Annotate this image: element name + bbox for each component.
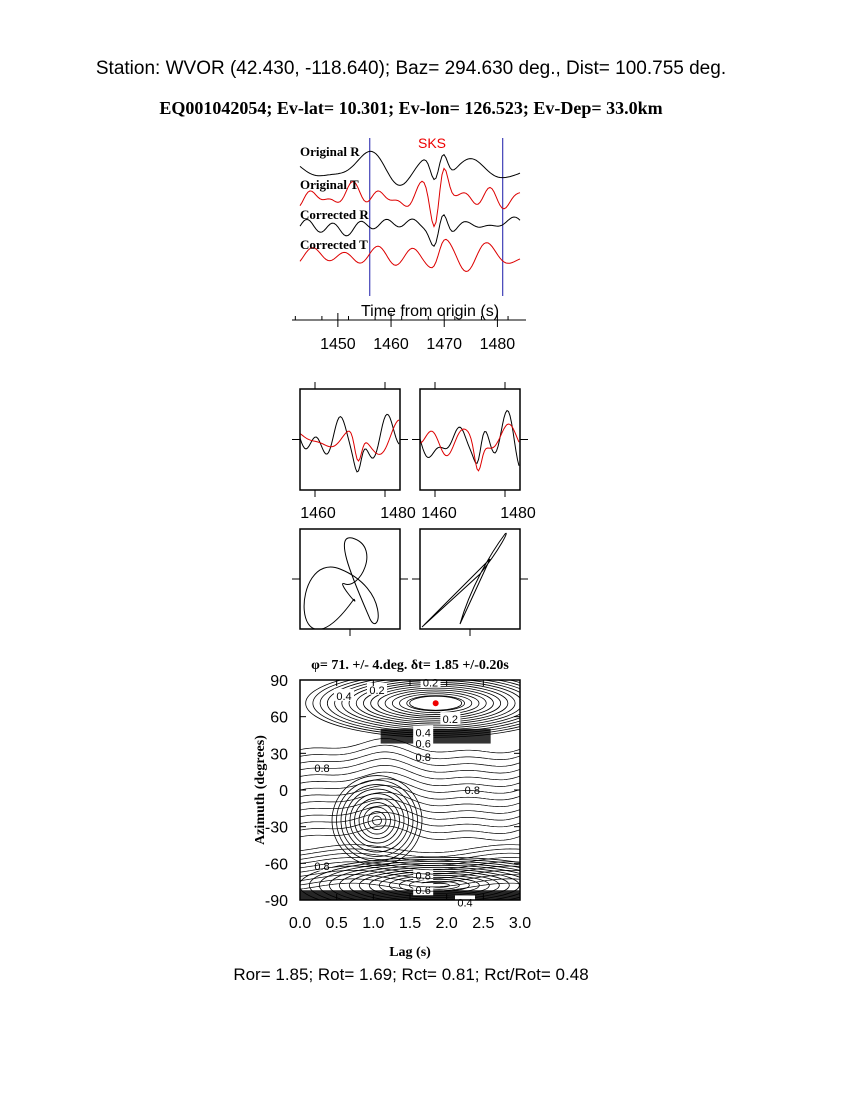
- contour-central: [364, 807, 391, 834]
- waveform-tick-label: 1460: [421, 505, 457, 522]
- contour-line: [300, 759, 520, 774]
- contour-central: [355, 798, 400, 843]
- waveform-original-t: [300, 420, 399, 461]
- contour-label: 0.8: [415, 870, 431, 883]
- waveform-tick-label: 1480: [500, 505, 536, 522]
- contour-line: [300, 745, 520, 759]
- particle-panel-original: [300, 529, 400, 629]
- azimuth-axis-label: Azimuth (degrees): [253, 735, 268, 845]
- contour-label: 0.8: [415, 752, 431, 764]
- lag-tick-label: 0.0: [288, 915, 312, 932]
- azimuth-tick-label: -60: [264, 856, 288, 874]
- contour-lower: [319, 861, 559, 909]
- trace-label-1: Original T: [300, 177, 359, 192]
- contour-label: 0.2: [442, 714, 458, 727]
- time-tick-label: 1450: [320, 336, 356, 353]
- splitting-summary: Ror= 1.85; Rot= 1.69; Rct= 0.81; Rct/Rot= 0.48: [233, 965, 589, 984]
- azimuth-tick-label: 90: [270, 673, 288, 690]
- contour-label: 0.8: [314, 860, 330, 873]
- time-tick-label: 1470: [426, 336, 463, 353]
- azimuth-tick-label: -90: [264, 893, 288, 910]
- azimuth-tick-label: 30: [270, 746, 288, 764]
- contour-label: 0.8: [464, 785, 480, 797]
- azimuth-tick-label: 60: [270, 709, 288, 727]
- time-axis-label: Time from origin (s): [360, 303, 500, 320]
- azimuth-tick-label: 0: [279, 783, 288, 800]
- contour-central: [346, 789, 409, 852]
- waveform-tick-label: 1480: [380, 505, 416, 522]
- particle-motion-original: [304, 538, 378, 630]
- contour-line: [300, 845, 520, 853]
- grid-search-title: φ= 71. +/- 4.deg. δt= 1.85 +/-0.20s: [311, 658, 509, 673]
- contour-label: 0.6: [415, 738, 431, 751]
- contour-label: 0.2: [422, 677, 439, 690]
- contour-central: [359, 803, 395, 839]
- contour-label: 0.4: [457, 897, 473, 910]
- waveform-original-r: [300, 414, 399, 472]
- lag-tick-label: 2.5: [472, 915, 495, 932]
- contour-line: [300, 853, 520, 861]
- contour-label: 0.8: [314, 763, 330, 775]
- contour-line: [300, 875, 520, 883]
- lag-tick-label: 2.0: [435, 915, 458, 932]
- phase-label: SKS: [417, 135, 447, 151]
- best-fit-marker: [433, 700, 439, 706]
- trace-label-2: Corrected R: [300, 207, 369, 222]
- lag-tick-label: 0.5: [325, 915, 348, 932]
- contour-label: 0.6: [415, 885, 431, 898]
- waveform-panel-original: [300, 389, 400, 490]
- contour-line: [300, 779, 520, 793]
- station-info: Station: WVOR (42.430, -118.640); Baz= 294.630 deg., Dist= 100.755 deg.: [95, 58, 727, 79]
- lag-tick-label: 1.0: [362, 915, 385, 932]
- waveform-panel-corrected: [420, 389, 520, 490]
- lag-tick-label: 1.5: [398, 915, 422, 932]
- lag-tick-label: 3.0: [508, 915, 532, 932]
- time-tick-label: 1480: [479, 336, 516, 353]
- azimuth-tick-label: -30: [264, 819, 288, 837]
- contour-field: [299, 669, 579, 913]
- contour-label: 0.4: [336, 690, 352, 703]
- lag-axis-label: Lag (s): [389, 945, 431, 960]
- contour-line: [300, 812, 520, 826]
- contour-label: 0.4: [415, 727, 431, 740]
- contour-line: [300, 765, 520, 779]
- contour-label: 0.2: [369, 684, 385, 697]
- event-info: EQ001042054; Ev-lat= 10.301; Ev-lon= 126.523; Ev-Dep= 33.0km: [159, 98, 663, 118]
- contour-line: [300, 752, 520, 766]
- waveform-corrected-r: [420, 411, 519, 466]
- contour-line: [300, 849, 520, 857]
- time-tick-label: 1460: [373, 336, 409, 353]
- particle-motion-corrected: [422, 533, 506, 627]
- contour-line: [300, 792, 520, 806]
- contour-line: [300, 772, 520, 786]
- trace-label-0: Original R: [300, 144, 360, 159]
- trace-label-3: Corrected T: [300, 237, 368, 252]
- contour-dense-upper: [381, 729, 491, 744]
- waveform-tick-label: 1460: [300, 505, 336, 522]
